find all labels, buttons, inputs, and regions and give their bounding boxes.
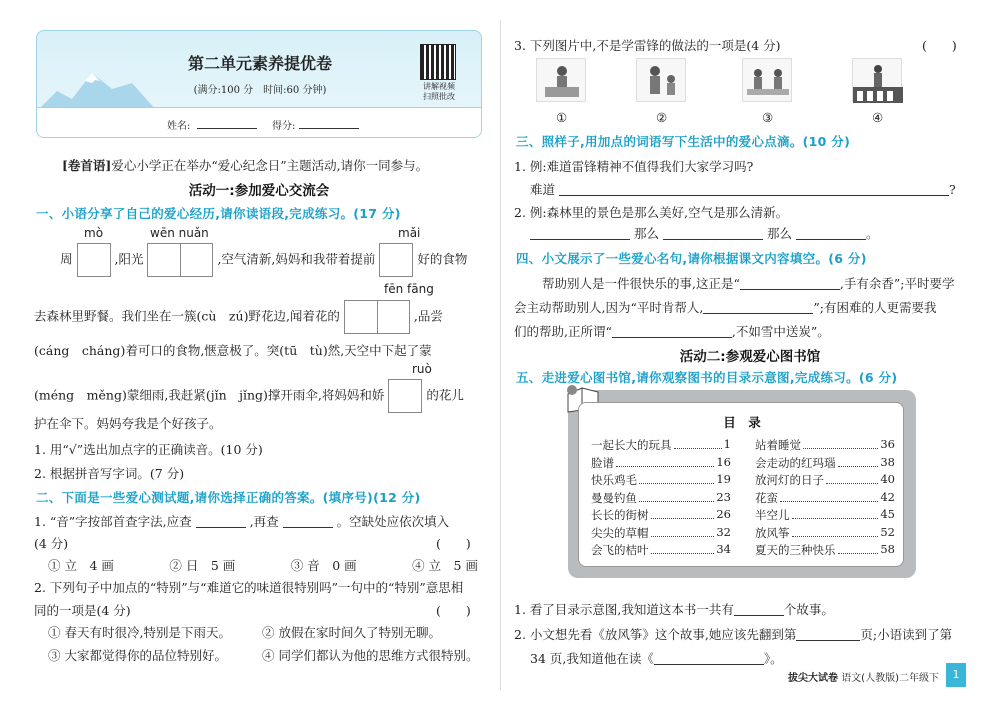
toc-leader xyxy=(838,542,879,554)
toc-entry-title: 一起长大的玩具 xyxy=(591,438,672,452)
toc-leader xyxy=(639,490,714,502)
picture-3[interactable] xyxy=(742,58,792,102)
passage-text: 去森林里野餐。我们坐在一簇(cù zú)野花边,闻着花的 xyxy=(34,308,340,324)
answer-paren-1[interactable]: ( ) xyxy=(436,536,471,551)
toc-entry-page: 45 xyxy=(880,507,895,521)
toc-entry-page: 26 xyxy=(716,507,731,521)
answer-end: ? xyxy=(949,182,956,197)
text: 会主动帮助别人,因为“平时肯帮人, xyxy=(514,300,704,315)
toc-leader xyxy=(792,507,879,519)
passage-line-1 xyxy=(60,243,467,277)
option-4[interactable]: ④ 同学们都认为他的思维方式很特别。 xyxy=(262,648,479,663)
toc-entry-title: 夏天的三种快乐 xyxy=(755,543,836,557)
intro-tag: [卷首语] xyxy=(62,158,112,173)
exam-title: 第二单元素养提优卷 xyxy=(187,54,332,73)
toc-entry-page: 34 xyxy=(716,542,731,556)
char-box-mai[interactable] xyxy=(379,243,413,277)
toc-entry-title: 会走动的红玛瑙 xyxy=(755,455,836,470)
toc-entry-page: 32 xyxy=(716,524,731,539)
text: 页;小语读到了第 xyxy=(860,627,953,642)
toc-leader xyxy=(616,455,714,467)
toc-entry-page: 38 xyxy=(880,454,895,469)
sec2-q1 xyxy=(34,512,449,530)
sec1-q1: 1. 用“√”选出加点字的正确读音。(10 分) xyxy=(34,442,263,457)
picture-1[interactable] xyxy=(536,58,586,102)
footer-brand: 拔尖大试卷 xyxy=(788,673,838,684)
answer-blank[interactable] xyxy=(530,226,630,240)
q3-text: 3. 下列图片中,不是学雷锋的做法的一项是(4 分) xyxy=(514,38,781,53)
text: 个故事。 xyxy=(783,602,834,617)
toc-entry-page: 19 xyxy=(716,472,731,486)
blank-strokes[interactable] xyxy=(283,514,333,528)
toc-entry[interactable] xyxy=(755,490,895,506)
exam-meta: (满分:100 分 时间:60 分钟) xyxy=(193,85,327,96)
picture-3-label: ③ xyxy=(762,110,774,125)
pinyin-wennuan: wēn nuǎn xyxy=(150,226,209,240)
answer-end: 。 xyxy=(865,226,879,241)
sec2-q2-line1: 2. 下列句子中加点的“特别”与“难道它的味道很特别吗”一句中的“特别”意思相 xyxy=(34,580,464,595)
text: 们的帮助,正所谓“ xyxy=(514,324,612,339)
section-1-title: 一、小语分享了自己的爱心经历,请你读语段,完成练习。(17 分) xyxy=(36,206,401,221)
s5-q2-line-1 xyxy=(514,625,952,643)
pinyin-fenfang: fēn fāng xyxy=(384,282,434,296)
toc-leader xyxy=(780,490,878,502)
toc-entry-title: 站着睡觉 xyxy=(755,438,801,452)
answer-blank[interactable] xyxy=(740,276,840,290)
toc-entry-page: 40 xyxy=(880,472,895,486)
table-of-contents xyxy=(568,390,916,578)
pinyin-mo: mò xyxy=(84,226,104,240)
option-3[interactable]: ③ 大家都觉得你的品位特别好。 xyxy=(48,648,227,663)
toc-leader xyxy=(651,542,715,554)
page-number: 1 xyxy=(946,663,966,687)
intro-text: 爱心小学正在举办“爱心纪念日”主题活动,请你一同参与。 xyxy=(111,158,429,173)
text: ”;有困难的人更需要我 xyxy=(813,300,937,315)
footer-brand-line xyxy=(788,669,939,684)
toc-entry[interactable] xyxy=(591,472,731,488)
toc-entry[interactable] xyxy=(591,542,731,558)
question-text: ,再查 xyxy=(249,514,279,529)
s4-line-2 xyxy=(514,298,936,316)
pinyin-ruo: ruò xyxy=(412,362,432,376)
answer-blank[interactable] xyxy=(654,651,764,665)
toc-entry[interactable] xyxy=(591,437,731,453)
char-box-ruo[interactable] xyxy=(388,379,422,413)
toc-entry-title: 脸谱 xyxy=(591,455,614,470)
s5-q2-line-2 xyxy=(530,649,783,667)
sec1-q2: 2. 根据拼音写字词。(7 分) xyxy=(34,466,185,481)
text: 34 页,我知道他在读《 xyxy=(530,651,654,666)
option-1[interactable]: ① 立 4 画 xyxy=(48,558,114,573)
text: 2. 小文想先看《放风筝》这个故事,她应该先翻到第 xyxy=(514,627,797,642)
picture-4[interactable] xyxy=(852,58,902,102)
answer-word: 那么 xyxy=(766,226,792,241)
toc-entry[interactable] xyxy=(755,507,895,523)
s5-q1 xyxy=(514,600,834,618)
passage-text: ,品尝 xyxy=(413,308,443,324)
score-field[interactable] xyxy=(299,115,359,129)
char-box-fenfang[interactable] xyxy=(344,300,410,334)
toc-entry[interactable] xyxy=(591,490,731,506)
toc-entry-title: 花蛮 xyxy=(755,490,778,505)
qr-code-icon[interactable] xyxy=(421,45,455,79)
char-box-mo[interactable] xyxy=(77,243,111,277)
name-field[interactable] xyxy=(197,115,257,129)
toc-title: 目 录 xyxy=(723,415,761,430)
passage-line-3: (cáng cháng)着可口的食物,惬意极了。突(tū tù)然,天空中下起了蒙 xyxy=(34,343,432,358)
sec2-q1-options xyxy=(48,556,478,574)
picture-2-label: ② xyxy=(656,110,668,125)
sec2-q1-score: (4 分) xyxy=(34,536,69,551)
s3-q2-answer xyxy=(530,224,878,242)
section-4-title: 四、小文展示了一些爱心名句,请你根据课文内容填空。(6 分) xyxy=(516,251,867,266)
qr-label-1: 讲解视频 xyxy=(423,82,455,91)
toc-leader xyxy=(803,437,878,449)
score-label: 得分: xyxy=(272,121,296,132)
text: 1. 看了目录示意图,我知道这本书一共有 xyxy=(514,602,734,617)
toc-entry-page: 1 xyxy=(723,437,731,451)
picture-4-label: ④ xyxy=(872,110,884,125)
toc-entry-page: 52 xyxy=(880,524,895,539)
s3-q1-answer xyxy=(530,180,956,198)
toc-entry-page: 23 xyxy=(716,489,731,504)
char-box-wennuan[interactable] xyxy=(147,243,213,277)
activity-2-heading: 活动二:参观爱心图书馆 xyxy=(679,349,821,365)
option-4[interactable]: ④ 立 5 画 xyxy=(412,558,478,573)
footer-subject: 语文(人教版)二年级下 xyxy=(841,673,939,684)
sec2-q2-line2: 同的一项是(4 分) xyxy=(34,603,131,618)
s4-line-3 xyxy=(514,322,830,340)
option-1[interactable]: ① 春天有时很冷,特别是下雨天。 xyxy=(48,625,231,640)
toc-panel xyxy=(578,402,904,567)
text: ,手有余香”;平时要学 xyxy=(839,276,955,291)
toc-leader xyxy=(826,472,878,484)
option-2[interactable]: ② 日 5 画 xyxy=(169,558,236,573)
passage-text: 的花儿 xyxy=(426,387,464,403)
passage-text: 好的食物 xyxy=(417,251,468,267)
intro xyxy=(62,156,428,174)
toc-leader xyxy=(674,437,722,449)
answer-lead: 难道 xyxy=(530,182,556,197)
toc-entry[interactable] xyxy=(591,507,731,523)
answer-paren-3[interactable]: ( ) xyxy=(922,38,957,53)
activity-1-heading: 活动一:参加爱心交流会 xyxy=(188,183,330,199)
toc-leader xyxy=(651,525,715,537)
option-2[interactable]: ② 放假在家时间久了特别无聊。 xyxy=(262,625,441,640)
text: 》。 xyxy=(763,651,783,666)
name-score-bar xyxy=(37,107,482,137)
answer-word: 那么 xyxy=(633,226,659,241)
text: 帮助别人是一件很快乐的事,这正是“ xyxy=(542,276,740,291)
answer-blank[interactable] xyxy=(663,226,763,240)
question-text: 1. “音”字按部首查字法,应查 xyxy=(34,514,192,529)
toc-leader xyxy=(838,455,879,467)
answer-blank[interactable] xyxy=(796,226,866,240)
answer-blank[interactable] xyxy=(559,182,949,196)
toc-entry-page: 16 xyxy=(716,454,731,469)
blank-radical[interactable] xyxy=(196,514,246,528)
option-3[interactable]: ③ 音 0 画 xyxy=(290,558,357,573)
section-2-title: 二、下面是一些爱心测试题,请你选择正确的答案。(填序号)(12 分) xyxy=(36,490,421,505)
toc-entry-title: 放风筝 xyxy=(755,525,790,540)
answer-blank[interactable] xyxy=(796,627,860,641)
pinyin-mai: mǎi xyxy=(398,226,421,240)
toc-leader xyxy=(792,525,879,537)
question-text: 。空缺处应依次填入 xyxy=(336,514,450,529)
toc-entry[interactable] xyxy=(591,455,731,471)
toc-entry-title: 放河灯的日子 xyxy=(755,473,824,487)
picture-2[interactable] xyxy=(636,58,686,102)
toc-entry-page: 36 xyxy=(880,437,895,451)
toc-entry-title: 长长的街树 xyxy=(591,508,649,522)
toc-entry-page: 58 xyxy=(880,542,895,556)
toc-entry[interactable] xyxy=(755,525,895,541)
name-label: 姓名: xyxy=(167,121,191,132)
toc-leader xyxy=(639,472,714,484)
text: ,不如雪中送炭”。 xyxy=(731,324,830,339)
toc-entry-page: 42 xyxy=(880,489,895,504)
passage-line-2 xyxy=(34,300,443,334)
passage-line-5: 护在伞下。妈妈夸我是个好孩子。 xyxy=(34,416,222,431)
answer-blank[interactable] xyxy=(734,602,784,616)
toc-entry-title: 半空儿 xyxy=(755,508,790,522)
toc-entry-title: 尖尖的草帽 xyxy=(591,525,649,540)
toc-entry-title: 会飞的桔叶 xyxy=(591,543,649,557)
section-3-title: 三、照样子,用加点的词语写下生活中的爱心点滴。(10 分) xyxy=(516,134,851,149)
passage-text: (méng měng)蒙细雨,我赶紧(jǐn jǐng)撑开雨伞,将妈妈和娇 xyxy=(34,387,385,403)
toc-entry-title: 快乐鸡毛 xyxy=(591,473,637,487)
toc-entry[interactable] xyxy=(755,542,895,558)
answer-paren-2[interactable]: ( ) xyxy=(436,603,471,618)
passage-text: 周 xyxy=(60,251,73,267)
passage-text: ,阳光 xyxy=(114,251,144,267)
picture-1-label: ① xyxy=(556,110,568,125)
passage-text: ,空气清新,妈妈和我带着提前 xyxy=(217,251,376,267)
s4-line-1 xyxy=(542,274,954,292)
toc-entry[interactable] xyxy=(755,472,895,488)
answer-blank[interactable] xyxy=(612,324,732,338)
exam-header xyxy=(36,30,482,138)
toc-leader xyxy=(651,507,715,519)
toc-entry[interactable] xyxy=(755,455,895,471)
toc-entry-title: 曼曼钓鱼 xyxy=(591,490,637,505)
qr-label-2: 扫照批改 xyxy=(423,92,455,101)
s3-q1: 1. 例:难道雷锋精神不值得我们大家学习吗? xyxy=(514,159,754,174)
answer-blank[interactable] xyxy=(703,300,813,314)
section-5-title: 五、走进爱心图书馆,请你观察图书的目录示意图,完成练习。(6 分) xyxy=(516,370,898,385)
toc-entry[interactable] xyxy=(755,437,895,453)
s3-q2: 2. 例:森林里的景色是那么美好,空气是那么清新。 xyxy=(514,205,789,220)
toc-entry[interactable] xyxy=(591,525,731,541)
passage-line-4 xyxy=(34,379,464,413)
